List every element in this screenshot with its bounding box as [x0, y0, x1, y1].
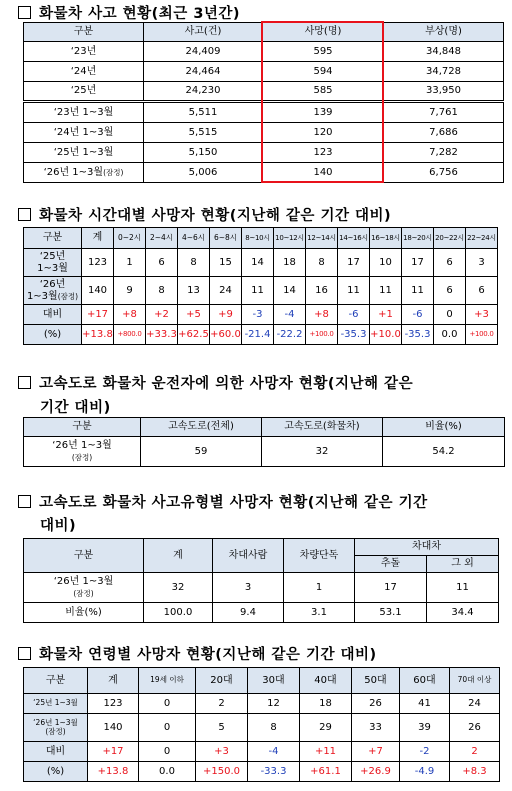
col-header: 4~6시: [178, 228, 210, 249]
checkbox-square-icon: [18, 647, 31, 660]
table-row: ‘23년 24,409 595 34,848: [24, 42, 504, 62]
section2-title: 화물차 시간대별 사망자 현황(지난해 같은 기간 대비): [18, 204, 391, 225]
section5-title: 화물차 연령별 사망자 현황(지난해 같은 기간 대비): [18, 643, 377, 664]
table-row: 대비 +17 +8 +2 +5 +9 -3 -4 +8 -6 +1 -6 0 +3: [24, 305, 498, 325]
col-header: 고속도로(전체): [141, 418, 262, 437]
highway-table: [23, 417, 505, 467]
col-header: 차량단독: [284, 539, 355, 573]
accident-type-table: [23, 538, 499, 623]
col-header: 10~12시: [274, 228, 306, 249]
col-header: 차대사람: [213, 539, 284, 573]
col-header: 계: [88, 668, 139, 694]
col-header: 차대차: [355, 539, 499, 556]
checkbox-square-icon: [18, 495, 31, 508]
col-header: 0~2시: [114, 228, 146, 249]
col-header: 사고(건): [144, 23, 263, 42]
checkbox-square-icon: [18, 6, 31, 19]
col-header: 부상(명): [384, 23, 504, 42]
col-subheader: 추돌: [355, 556, 427, 573]
table-row: ‘24년 24,464 594 34,728: [24, 62, 504, 82]
col-header: 60대: [400, 668, 450, 694]
col-header: 70대 이상: [450, 668, 500, 694]
section1-title: 화물차 사고 현황(최근 3년간): [18, 2, 240, 23]
col-header: 계: [144, 539, 213, 573]
age-table: [23, 667, 500, 782]
col-header: 20~22시: [434, 228, 466, 249]
table-row: ‘26년 1~3월 (잠정) 32 3 1 17 11: [24, 573, 499, 603]
table-row: ‘25년 1~3월 123 1 6 8 15 14 18 8 17 10 17 6 3: [24, 249, 498, 277]
col-header: 비율(%): [383, 418, 505, 437]
col-header: 계: [82, 228, 114, 249]
table-row: (%) +13.8 +800.0 +33.3 +62.5 +60.0 -21.4 -22.2 +100.0 -35.3 +10.0 -35.3 0.0 +100.0: [24, 325, 498, 345]
col-header: 구분: [24, 418, 141, 437]
col-header: 40대: [300, 668, 352, 694]
table-row: ‘25년 24,230 585 33,950: [24, 82, 504, 102]
table-row: ‘26년 1~3월 (잠정) 140 0 5 8 29 33 39 26: [24, 714, 500, 742]
col-header: 구분: [24, 539, 144, 573]
table-row: ‘23년 1~3월 5,511 139 7,761: [24, 102, 504, 123]
table-row: ‘26년 1~3월 (잠정) 59 32 54.2: [24, 437, 505, 467]
table-row: ‘25년 1~3월 123 0 2 12 18 26 41 24: [24, 694, 500, 714]
table-row: ‘26년 1~3월(잠정) 140 9 8 13 24 11 14 16 11 11 11 6 6: [24, 277, 498, 305]
section4-title-line2: 대비): [40, 518, 77, 534]
col-header: 사망(명): [263, 23, 384, 42]
col-header: 18~20시: [402, 228, 434, 249]
table-row: 대비 +17 0 +3 -4 +11 +7 -2 2: [24, 742, 500, 762]
col-subheader: 그 외: [427, 556, 499, 573]
col-header: 6~8시: [210, 228, 242, 249]
time-table: [23, 227, 498, 345]
col-header: 구분: [24, 228, 82, 249]
col-header: 구분: [24, 23, 144, 42]
table-row: ‘24년 1~3월 5,515 120 7,686: [24, 123, 504, 143]
col-header: 14~16시: [338, 228, 370, 249]
checkbox-square-icon: [18, 208, 31, 221]
table-row: (%) +13.8 0.0 +150.0 -33.3 +61.1 +26.9 -4.9 +8.3: [24, 762, 500, 782]
col-header: 30대: [248, 668, 300, 694]
section3-title-line2: 기간 대비): [40, 400, 111, 416]
col-header: 8~10시: [242, 228, 274, 249]
col-header: 22~24시: [466, 228, 498, 249]
table-row: ‘26년 1~3월(잠정) 5,006 140 6,756: [24, 163, 504, 183]
table-row: ‘25년 1~3월 5,150 123 7,282: [24, 143, 504, 163]
col-header: 50대: [352, 668, 400, 694]
section3-title: 고속도로 화물차 운전자에 의한 사망자 현황(지난해 같은: [18, 372, 413, 393]
col-header: 구분: [24, 668, 88, 694]
col-header: 2~4시: [146, 228, 178, 249]
col-header: 고속도로(화물차): [262, 418, 383, 437]
checkbox-square-icon: [18, 376, 31, 389]
section4-title: 고속도로 화물차 사고유형별 사망자 현황(지난해 같은 기간: [18, 491, 428, 512]
col-header: 12~14시: [306, 228, 338, 249]
accident-table: [23, 22, 504, 183]
col-header: 16~18시: [370, 228, 402, 249]
col-header: 19세 이하: [139, 668, 196, 694]
col-header: 20대: [196, 668, 248, 694]
table-row: 비율(%) 100.0 9.4 3.1 53.1 34.4: [24, 603, 499, 623]
